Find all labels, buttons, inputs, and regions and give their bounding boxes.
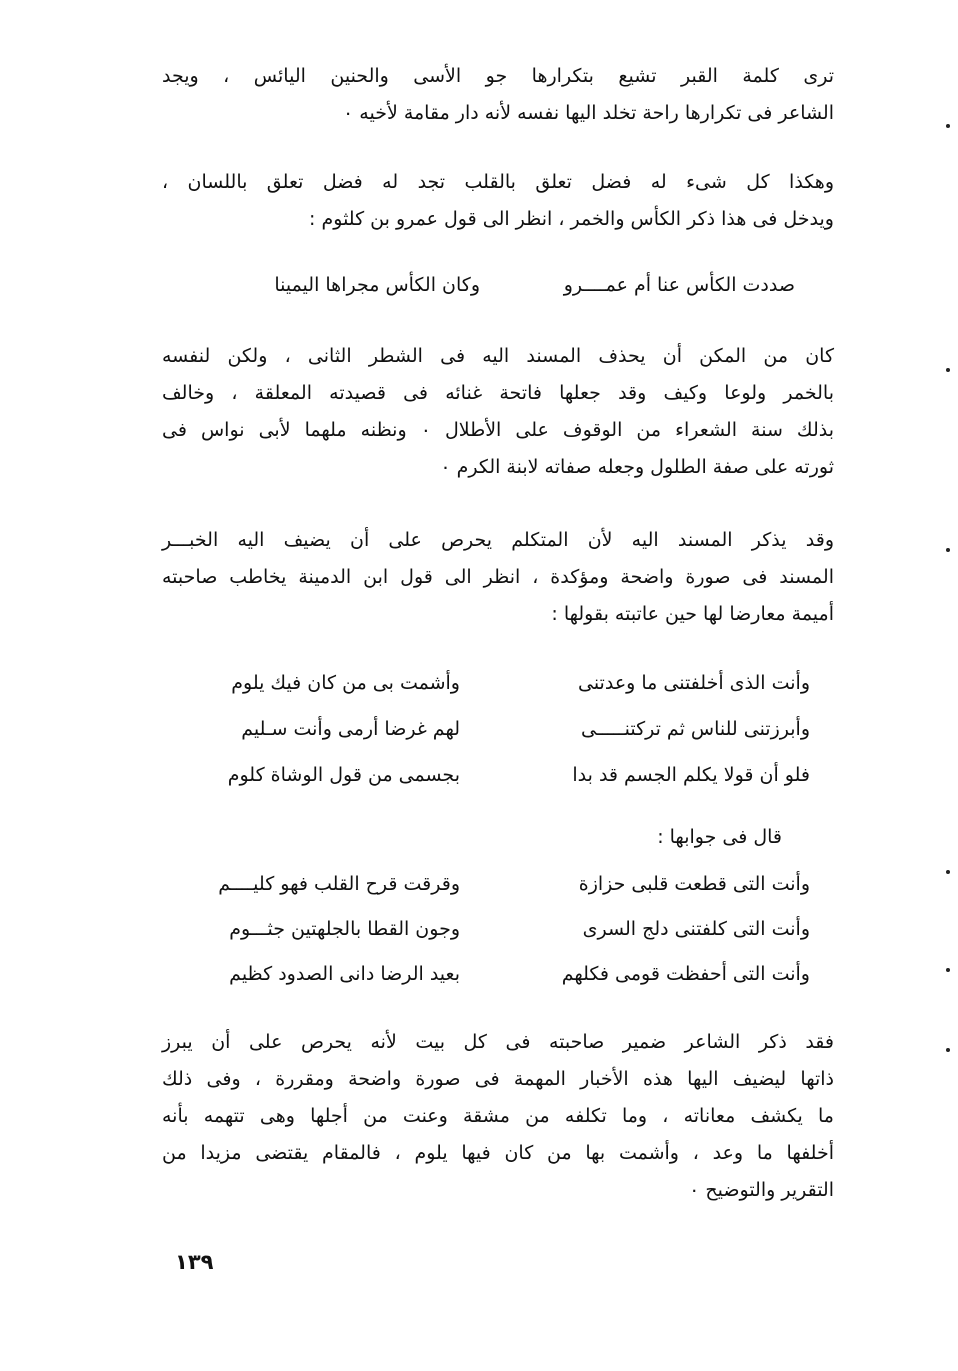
text-line: بذلك سنة الشعراء من الوقوف على الأطلال ٠ ونظنه ملهما لأبى نواس فى xyxy=(162,419,834,441)
scan-speck xyxy=(946,870,950,874)
verse-first-hemistich: وأنت الذى أخلفتنى ما وعدتنى xyxy=(577,672,810,694)
verse-second-hemistich: بجسمى من قول الوشاة كلوم xyxy=(227,764,460,786)
verse-first-hemistich: فلو أن قولا يكلم الجسم قد بدا xyxy=(572,764,810,786)
page-number: ١٣٩ xyxy=(175,1250,214,1274)
verse-second-hemistich: بعيد الرضا دانى الصدود كظيم xyxy=(229,963,460,985)
text-line: بالخمر ولوعا وكيف وقد جعلها فاتحة غنائه فى قصيدته المعلقة ، وخالف xyxy=(162,382,834,404)
verse-second-hemistich: وقرقت قرح القلب فهو كليــــم xyxy=(218,873,460,895)
poem-verse xyxy=(160,764,840,804)
text-line: أخلفها ما وعد ، وأشمت بها من كان فيها يلوم ، فالمقام يقتضى مزيدا من xyxy=(162,1142,834,1164)
text-line: المسند فى صورة واضحة ومؤكدة ، انظر الى قول ابن الدمينة يخاطب صاحبته xyxy=(162,566,834,588)
paragraph-2 xyxy=(162,164,834,238)
verse-line xyxy=(160,274,840,314)
verse-first-hemistich: وأنت التى أحفظت قومى فكلهم xyxy=(561,963,810,985)
poem-verse xyxy=(160,918,840,958)
scan-speck xyxy=(946,1048,950,1052)
verse-second-hemistich: وكان الكأس مجراها اليمينا xyxy=(274,274,480,296)
text-line: التقرير والتوضيح ٠ xyxy=(689,1179,834,1201)
verse-first-hemistich: وأنت التى قطعت قلبى حزازة xyxy=(578,873,810,895)
scan-speck xyxy=(946,968,950,972)
verse-second-hemistich: وأشمت بى من كان فيك يلوم xyxy=(231,672,460,694)
poem-verse xyxy=(160,672,840,712)
paragraph-1 xyxy=(162,58,834,132)
poem-verse xyxy=(160,718,840,758)
verse-second-hemistich: لهم غرضا أرمى وأنت سـليم xyxy=(241,718,460,740)
text-line: ثورته على صفة الطلول وجعله صفاته لابنة الكرم ٠ xyxy=(440,456,834,478)
text-line: ويدخل فى هذا ذكر الكأس والخمر ، انظر الى قول عمرو بن كلثوم : xyxy=(309,208,834,230)
text-line: الشاعر فى تكرارها راحة تخلد اليها نفسه لأنه دار مقامة لأخيه ٠ xyxy=(343,102,834,124)
paragraph-4 xyxy=(162,522,834,633)
text-line: كان من المكن أن يحذف المسند اليه فى الشطر الثانى ، ولكن لنفسه xyxy=(162,345,834,367)
paragraph-5 xyxy=(162,1024,834,1209)
scan-speck xyxy=(946,124,950,128)
text-line: فقد ذكر الشاعر ضمير صاحبته فى كل بيت لأنه يحرص على أن يبرز xyxy=(162,1031,834,1053)
text-line: ترى كلمة القبر تشيع بتكرارها جو الأسى والحنين اليائس ، ويجد xyxy=(162,65,834,87)
verse-first-hemistich: وأبرزتنى للناس ثم تركتنـــــى xyxy=(580,718,810,740)
text-line: ما يكشف معاناته ، وما تكلفه من مشقة وعنت من أجلها وهى تتهمه بأنه xyxy=(162,1105,834,1127)
text-line: أميمة معارضا لها حين عاتبته بقولها : xyxy=(551,603,834,625)
verse-first-hemistich: صددت الكأس عنا أم عمــــرو xyxy=(563,274,795,296)
text-line: ذاتها ليضيف اليها هذه الأخبار المهمة فى صورة واضحة ومقررة ، وفى ذلك xyxy=(162,1068,834,1090)
verse-second-hemistich: وجون القطا بالجلهتين جثـــوم xyxy=(229,918,460,940)
reply-heading: قال فى جوابها : xyxy=(657,826,782,848)
verse-first-hemistich: وأنت التى كلفتنى دلج السرى xyxy=(582,918,810,940)
scan-speck xyxy=(946,548,950,552)
poem-verse xyxy=(160,963,840,1003)
paragraph-3 xyxy=(162,338,834,486)
text-line: وهكذا كل شىء له فضل تعلق بالقلب تجد له فضل تعلق باللسان ، xyxy=(162,171,834,193)
poem-verse xyxy=(160,873,840,913)
scan-speck xyxy=(946,368,950,372)
text-line: وقد يذكر المسند اليه لأن المتكلم يحرص على أن يضيف اليه الخبـــر xyxy=(162,529,834,551)
